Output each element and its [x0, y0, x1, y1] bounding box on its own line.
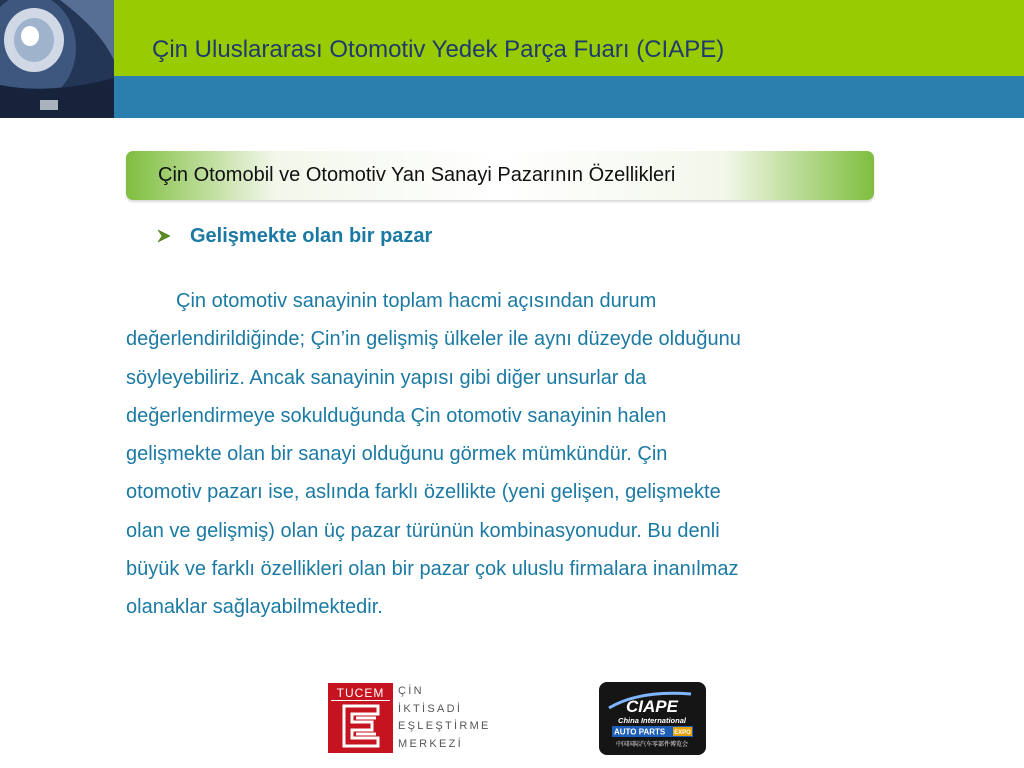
section-subtitle: Çin Otomobil ve Otomotiv Yan Sanayi Pazarının Özellikleri: [158, 164, 676, 186]
header-car-photo: [0, 0, 114, 118]
tucem-logo-text: [398, 683, 491, 753]
ciape-logo: [599, 682, 706, 755]
paragraph-line: Çin otomotiv sanayinin toplam hacmi açısından durum: [176, 290, 657, 312]
tucem-line: MERKEZİ: [398, 737, 463, 750]
tucem-glyph-icon: [342, 704, 380, 748]
paragraph-line: büyük ve farklı özellikleri olan bir pazar çok uluslu firmalara inanılmaz: [126, 558, 739, 581]
bullet-heading: Gelişmekte olan bir pazar: [190, 225, 433, 247]
arrow-bullet-icon: [156, 228, 172, 249]
ciape-line3: 中国国际汽车零部件博览会: [615, 741, 689, 748]
ciape-badge: EXPO: [674, 730, 691, 736]
paragraph-line: değerlendirmeye sokulduğunda Çin otomotiv sanayinin halen: [126, 404, 667, 427]
tucem-line: EŞLEŞTİRME: [398, 720, 491, 732]
ciape-line1: China International: [618, 716, 686, 725]
tucem-logo-mark: [328, 683, 393, 753]
paragraph-line: söyleyebiliriz. Ancak sanayinin yapısı gibi diğer unsurlar da: [126, 366, 647, 389]
section-subtitle-box: [126, 151, 874, 200]
tucem-logo: [328, 683, 490, 753]
paragraph-line: olanaklar sağlayabilmektedir.: [126, 596, 383, 619]
header-blue-band: [114, 76, 1024, 118]
tucem-line: İKTİSADİ: [398, 702, 463, 715]
paragraph-line: otomotiv pazarı ise, aslında farklı özellikte (yeni gelişen, gelişmekte: [126, 481, 721, 504]
paragraph-line: gelişmekte olan bir sanayi olduğunu görmek mümkündür. Çin: [126, 443, 668, 466]
paragraph-line: olan ve gelişmiş) olan üç pazar türünün kombinasyonudur. Bu denli: [126, 519, 720, 542]
ciape-line2: AUTO PARTS: [614, 727, 666, 737]
slide-title: Çin Uluslararası Otomotiv Yedek Parça Fuarı (CIAPE): [152, 36, 725, 63]
paragraph-line: değerlendirildiğinde; Çin’in gelişmiş ülkeler ile aynı düzeyde olduğunu: [126, 328, 741, 351]
tucem-line: ÇİN: [398, 685, 424, 697]
ciape-logo-wordmark: CIAPE: [626, 697, 678, 716]
body-paragraph: [126, 282, 926, 627]
tucem-logo-name: TUCEM: [331, 686, 390, 701]
